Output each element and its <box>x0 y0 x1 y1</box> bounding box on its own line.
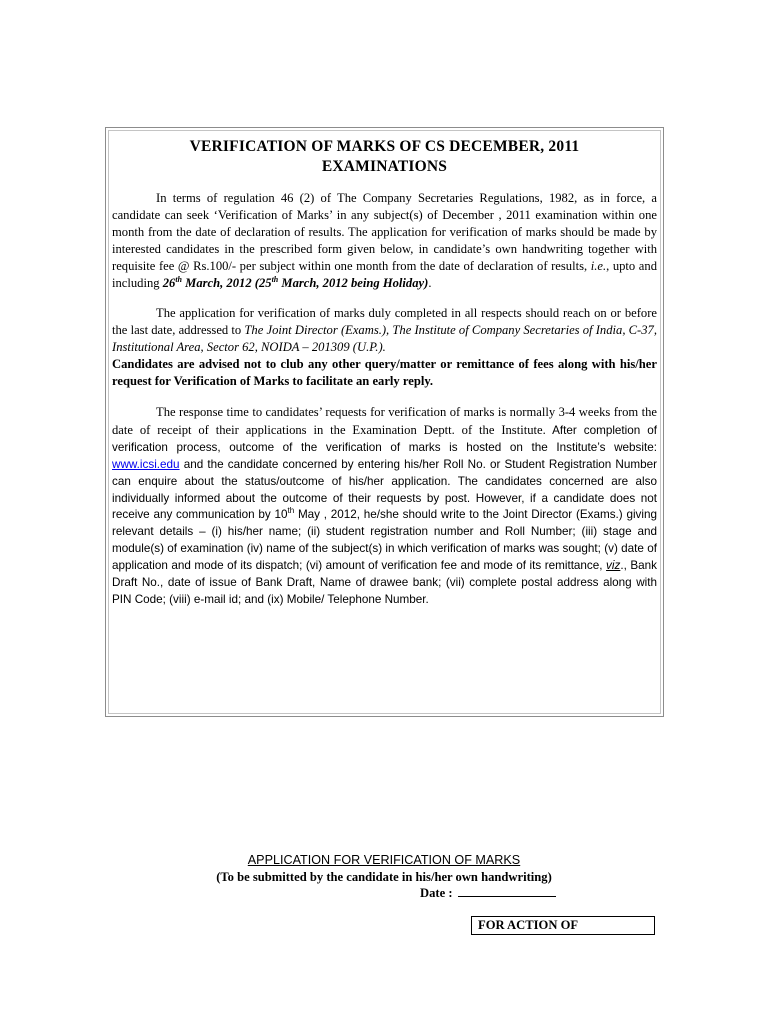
holiday-rest: March, 2012 being Holiday) <box>278 275 429 290</box>
regulation-paragraph <box>112 190 657 291</box>
advice-note: Candidates are advised not to club any other query/matter or remittance of fees along with his/her request for Verification of Marks to facilitate an early reply. <box>112 357 657 389</box>
notice-inner-frame <box>108 130 661 714</box>
ie-abbrev: i.e. <box>590 258 607 273</box>
notice-title <box>112 137 657 177</box>
para1-after-ie: , upto and including <box>112 258 657 290</box>
icsi-website-link[interactable]: www.icsi.edu <box>112 457 180 471</box>
para3-sup: th <box>287 506 295 516</box>
response-time-paragraph <box>112 404 657 609</box>
institute-address: The Joint Director (Exams.), The Institute of Company Secretaries of India, C-37, Institutional Area, Sector 62, NOIDA – 201309 (U.P.). <box>112 323 657 355</box>
para3-text-b: After completion of verification process, outcome of the verification of marks is hosted on the Institute’s website: <box>112 423 658 454</box>
viz-abbrev: viz <box>606 559 621 573</box>
application-form-subtitle: (To be submitted by the candidate in his/her own handwriting) <box>216 870 552 884</box>
para1-end: . <box>428 275 432 290</box>
deadline-sup: th <box>175 274 182 284</box>
date-blank-line[interactable] <box>458 885 556 897</box>
para3-text-c: and the candidate concerned by entering his/her Roll No. or Student Registration Number can enquire about the status/outcome of his/her application. The candidates concerned are also individually informed about the outcome of their requests by post. However, if a candidate does not receive any communication by 10 <box>112 457 657 522</box>
para3-text-d: May , 2012, he/she should write to the Joint Director (Exams.) giving relevant details – (i) his/her name; (ii) student registration number and Roll Number; (iii) stage and module(s) of examination (iv) name of the subject(s) in which verification of marks was sought; (v) date of application and mode of its dispatch; (vi) amount of verification fee and mode of its remittance, <box>112 508 657 573</box>
para3-text-e: ., Bank Draft No., date of issue of Bank Draft, Name of drawee bank; (vii) complete postal address along with PIN Code; (viii) e-mail id; and (ix) Mobile/ Telephone Number. <box>112 559 657 606</box>
verification-notice-box <box>105 127 664 717</box>
para1-text: In terms of regulation 46 (2) of The Company Secretaries Regulations, 1982, as in force, a candidate can seek ‘Verification of Marks’ in any subject(s) of December , 2011 examination within one month from the date of declaration of results. The application for verification of marks should be made by interested candidates in the prescribed form given below, in candidate’s own handwriting together with requisite fee @ Rs.100/- per subject within one month from the date of declaration of results, <box>112 191 657 273</box>
date-label: Date : <box>420 886 456 900</box>
date-field-line <box>420 885 556 901</box>
for-action-of-box: FOR ACTION OF <box>471 916 655 935</box>
holiday-sup: th <box>271 274 279 284</box>
application-form-title: APPLICATION FOR VERIFICATION OF MARKS <box>247 853 521 867</box>
para2-text: The application for verification of marks duly completed in all respects should reach on or before the last date, addressed to <box>112 306 657 338</box>
notice-title-line2: EXAMINATIONS <box>321 158 448 175</box>
deadline-rest: March, 2012 (25 <box>182 275 272 290</box>
para3-text-a: The response time to candidates’ requests for verification of marks is normally 3-4 weeks from the date of receipt of their applications in the Examination Deptt. of the Institute. <box>112 404 657 437</box>
application-address-paragraph <box>112 305 657 390</box>
notice-title-line1: VERIFICATION OF MARKS OF CS DECEMBER, 2011 <box>189 138 580 155</box>
deadline-day: 26 <box>162 275 176 290</box>
